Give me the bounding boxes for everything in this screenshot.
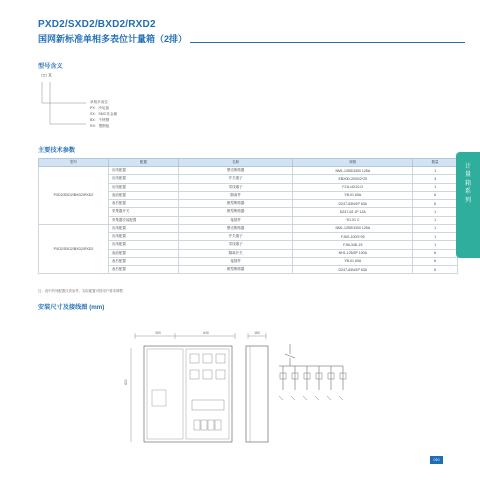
cell-qty: 1: [413, 216, 458, 224]
cell-qty: 6: [413, 200, 458, 208]
cell-spec: YD-01 C: [293, 216, 413, 224]
cell-name: 微型断路器: [178, 266, 293, 274]
cell-qty: 6: [413, 191, 458, 199]
section-heading-model-meaning: 型号含义: [38, 63, 63, 70]
cell-spec: DZ47-63N/1P 63A: [293, 200, 413, 208]
side-tab-label: 计量箱系列: [464, 163, 472, 204]
cell-name: 隔离开关: [178, 249, 293, 257]
page-title: PXD2/SXD2/BXD2/RXD2: [38, 19, 156, 30]
legend-item: RX：塑钢板: [90, 124, 110, 128]
cell-qty: 6: [413, 257, 458, 265]
cell-spec: FJ6G-100/2*25: [293, 233, 413, 241]
col-header-spec: 规格: [293, 159, 413, 167]
legend-item: PX：冷轧板: [90, 106, 110, 110]
table-row: [39, 224, 458, 232]
cell-name: 塑壳断路器: [178, 224, 293, 232]
cell-name: 零线端子: [178, 241, 293, 249]
section-heading-install-dims: 安装尺寸及接线图 (mm): [38, 304, 105, 311]
cell-qty: 1: [413, 167, 458, 175]
cell-qty: 1: [413, 183, 458, 191]
cell-config: 出线配置: [108, 167, 178, 175]
cell-qty: 1: [413, 224, 458, 232]
cell-qty: 3: [413, 175, 458, 183]
cell-spec: EBX0D-2000/2*25: [293, 175, 413, 183]
cell-spec: NM1-125S/3300 125A: [293, 167, 413, 175]
title-divider: [190, 42, 465, 43]
col-header-model: 型号: [39, 159, 109, 167]
cell-qty: 6: [413, 249, 458, 257]
cell-spec: NM1-125S/3300 125A: [293, 224, 413, 232]
col-header-qty: 数量: [413, 159, 458, 167]
cell-name: 微型断路器: [178, 200, 293, 208]
cell-name: 并关端子: [178, 233, 293, 241]
cell-name: 隔离件: [178, 191, 293, 199]
cell-name: 接插件: [178, 257, 293, 265]
dim-label-side: 830: [123, 379, 128, 385]
cell-config: 表后配置: [108, 266, 178, 274]
cell-config: 出线配置: [108, 183, 178, 191]
cell-name: 接插件: [178, 216, 293, 224]
dim-label-top-mid: 640: [203, 331, 209, 335]
cell-qty: 6: [413, 266, 458, 274]
wiring-diagram: [275, 340, 350, 415]
legend-item: BX：不锈钢: [90, 118, 110, 122]
dim-label-top-left: 300: [155, 331, 161, 335]
cell-name: 微型断路器: [178, 208, 293, 216]
cell-spec: DZ47-63N/1P 63A: [293, 266, 413, 274]
legend-item: SX：SMC非金属: [90, 112, 118, 116]
cell-config: 出线配置: [108, 233, 178, 241]
model-code: □□ X: [41, 73, 52, 79]
page-number: 010: [430, 456, 443, 464]
legend-item: 单相多表位: [90, 100, 108, 104]
cell-spec: FJ6L34D-15: [293, 241, 413, 249]
cell-config: 采集器安装配置: [108, 216, 178, 224]
table-note: 注：表中所列配置仅供参考，实际配置可按用户要求调整: [38, 289, 123, 293]
model-code-bracket: [36, 76, 96, 136]
cell-spec: YB-01 60A: [293, 191, 413, 199]
cell-config: 表后配置: [108, 257, 178, 265]
cell-config: 采集器开关: [108, 208, 178, 216]
cell-config: 表前配置: [108, 191, 178, 199]
spec-table: [38, 158, 458, 274]
cell-config: 表前配置: [108, 249, 178, 257]
cell-model: PXD2/SXD2/BXD2/RXD2: [39, 224, 109, 274]
dim-label-top-right: 180: [254, 331, 260, 335]
page-subtitle: 国网新标准单相多表位计量箱（2排）: [38, 34, 188, 44]
col-header-config: 配置: [108, 159, 178, 167]
cell-name: 零线端子: [178, 183, 293, 191]
cell-qty: 1: [413, 241, 458, 249]
cell-config: 出线配置: [108, 175, 178, 183]
col-header-name: 名称: [178, 159, 293, 167]
cell-spec: DZ47-63 1P 12A: [293, 208, 413, 216]
cell-config: 出线配置: [108, 241, 178, 249]
cell-spec: FJ1L/4X10-G: [293, 183, 413, 191]
cell-config: 出线配置: [108, 224, 178, 232]
cell-config: 表后配置: [108, 200, 178, 208]
cell-qty: 1: [413, 233, 458, 241]
cell-name: 塑壳断路器: [178, 167, 293, 175]
table-header-row: [39, 159, 458, 167]
cell-qty: 1: [413, 208, 458, 216]
table-row: [39, 167, 458, 175]
cell-name: 并关端子: [178, 175, 293, 183]
cell-spec: YB-01 60A: [293, 257, 413, 265]
cell-spec: NH1-125/3P 100A: [293, 249, 413, 257]
cell-model: PXD2/SXD2/BXD2/RXD2: [39, 167, 109, 225]
section-heading-tech-params: 主要技术参数: [38, 147, 76, 154]
